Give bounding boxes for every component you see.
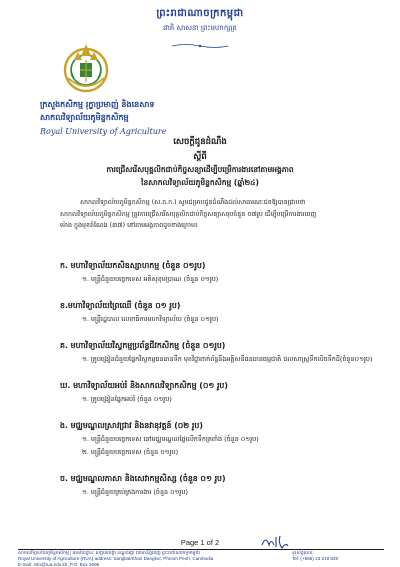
ornament-divider-icon — [170, 43, 230, 49]
section-heading: ច. មជ្ឈមណ្ឌលភាសា និងសេវាកម្មសិស្ស (ចំនួន ០១ រូប) — [60, 474, 226, 483]
section-heading: ង. មជ្ឈមណ្ឌលស្រាវជ្រាវ និងនវានុវត្តន៍ (០២ រូប) — [60, 421, 203, 430]
footer-contact — [292, 550, 384, 562]
position-item: ២. មន្ត្រីជំនួយបច្ចេកទេស (ចំនួន ០១រូប) — [82, 448, 179, 456]
university-logo-icon — [60, 38, 112, 96]
section-heading: ឃ. មហាវិទ្យាល័យអប់រំ និងសាកលវិទ្យាកសិកម្ម (០១ រូប) — [60, 381, 228, 390]
position-item: ១. មន្ត្រីជំនួយបច្ចេកទេស អតិសុខុមប្រាណ (ចំនួន ០១រូប) — [82, 275, 219, 283]
footer-address-en: Royal University of Agriculture (RUA) address: Sangkat/Khan Dangkor, Phnom Penh, Cambodia — [18, 555, 214, 561]
position-item: ១. មន្ត្រីជំនួយបច្ចេកទេស នៅមជ្ឈមណ្ឌលថ្លៃលើកទឹកត្រពាំង (ចំនួន ០១រូប) — [82, 435, 259, 443]
ministry-name: ក្រសួងកសិកម្ម រុក្ខាប្រមាញ់ និងនេសាទ — [40, 100, 155, 109]
footer-address-kh: សាកលវិទ្យាល័យភូមិន្ទកសិកម្ម | អាស័យដ្ឋាន: សង្កាត់ដង្កោ ខណ្ឌដង្កោ រាជធានីភ្នំពេញ ព្រះរាជាណាចក្រកម្ពុជា — [18, 550, 200, 555]
page-footer — [18, 550, 384, 567]
national-motto: ជាតិ សាសនា ព្រះមហាក្សត្រ — [163, 24, 237, 32]
section-heading: ក. មហាវិទ្យាល័យកសិឧស្សាហកម្ម (ចំនួន ០១រូប) — [60, 261, 206, 270]
section-heading: ខ.មហាវិទ្យាល័យព្រៃឈើ (ចំនួន ០១ រូប) — [60, 301, 181, 310]
section-education — [60, 380, 360, 405]
footer-phone-label: ទូរស័ព្ទលេខ: — [292, 550, 314, 555]
position-item: ១. មន្ត្រីរដ្ឋបាល លេខាធិការមហាវិទ្យាល័យ (ចំនួន ០១រូប) — [82, 315, 219, 323]
kingdom-name: ព្រះរាជាណាចក្រកម្ពុជា — [156, 8, 244, 19]
university-name-kh: សាកលវិទ្យាល័យភូមិន្ទកសិកម្ម — [40, 113, 129, 122]
intro-line: សាកលវិទ្យាល័យភូមិន្ទកសិកម្ម ត្រូវការជ្រើសរើសបុគ្គលិកជាប់កិច្ចសន្យាសរុបចំនួន ០៧រូប ដើម្បីបម្រើការងារពេញ — [60, 210, 317, 218]
section-engineering — [60, 340, 373, 365]
position-item: ១. គ្រូបង្រៀនជំនួយផ្នែកវិស្វកម្មធនធានទឹក មុខវិជ្ជាពាក់ព័ន្ធនឹងអគ្គិសនីធនធានធម្មជាតិ ជលសាស្ត្រទឹកលិចទឹកដី(ចំនួន០១រូប) — [82, 355, 373, 363]
footer-address — [18, 550, 288, 567]
university-name-en: Royal University of Agriculture — [40, 127, 167, 136]
position-sections — [60, 260, 373, 513]
section-agro-industry — [60, 260, 360, 285]
footer-email: E-mail: info@rua.edu.kh, P.O. Box 2696 — [18, 561, 100, 567]
notice-title: សេចក្តីជូនដំណឹង — [173, 137, 227, 147]
notice-subject-continued: នៃសាកលវិទ្យាល័យភូមិន្ទកសិកម្ម (ឆ្នាំ២៤) — [141, 178, 259, 187]
intro-line: សាកលវិទ្យាល័យភូមិន្ទកសិកម្ម (ស.ភ.ក.) សូមជម្រាបជូនដំណឹងដល់សាធារណៈជនឱ្យបានជ្រាបថា — [80, 199, 306, 206]
position-item: ១. មន្ត្រីជំនួយគ្រប់គ្រងការងារ (ចំនួន ០១រូប) — [82, 488, 189, 496]
section-research-center — [60, 420, 360, 458]
intro-line: ម៉ោង ក្នុងមុខតំណែង (៣៧) នៅតាមអង្គភាពដូចខាងក្រោម៖ — [60, 222, 198, 229]
notice-subject-label: ស្តីពី — [193, 152, 207, 162]
section-forestry — [60, 300, 360, 325]
footer-phone: Tel: (+855) 23 219 829 — [292, 555, 339, 561]
position-item: ១. គ្រូបង្រៀនផ្នែកអប់រំ (ចំនួន ០១រូប) — [82, 395, 172, 403]
organization-block — [40, 99, 210, 136]
notice-subject: ការជ្រើសរើសបុគ្គលិកជាប់កិច្ចសន្យាដើម្បីបម្រើការងារនៅតាមអង្គភាព — [106, 165, 294, 174]
section-heading: គ. មហាវិទ្យាល័យវិស្វកម្មប្រព័ន្ធជីវកសិកម្ម (ចំនួន ០១រូប) — [60, 341, 226, 350]
section-language-center — [60, 473, 360, 498]
intro-paragraph — [60, 197, 350, 232]
page-number: Page 1 of 2 — [180, 538, 220, 547]
